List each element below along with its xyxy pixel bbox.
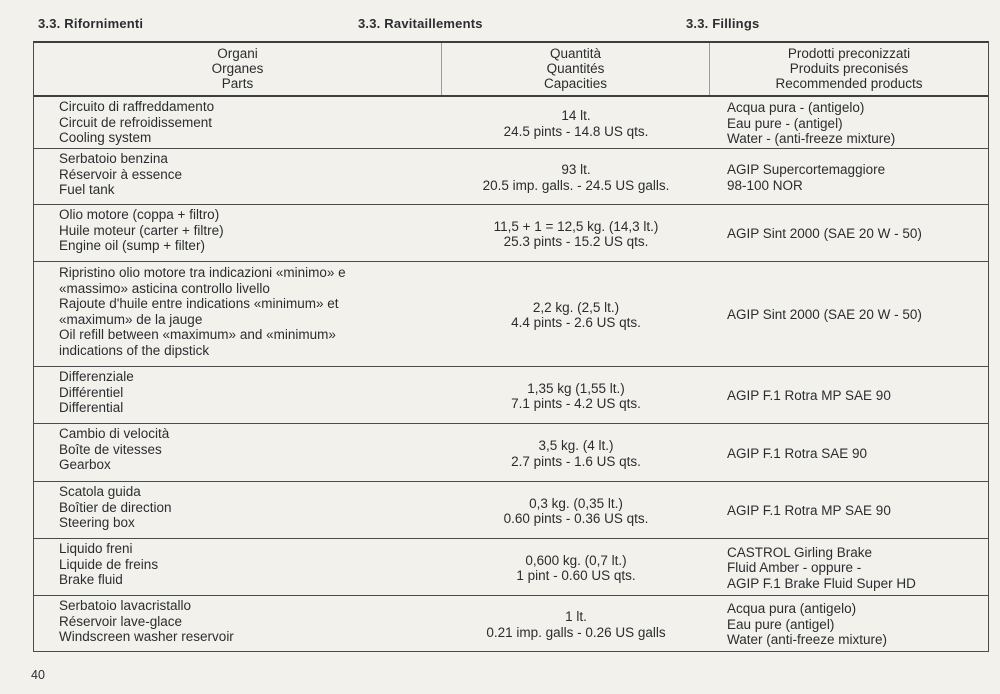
table-row xyxy=(34,262,988,367)
capacity-line: 2.7 pints - 1.6 US qts. xyxy=(511,453,641,469)
capacity-cell xyxy=(442,424,710,481)
parts-cell xyxy=(34,539,442,595)
header-products xyxy=(710,43,988,95)
capacity-line: 1 lt. xyxy=(565,609,587,624)
part-line: Boîtier de direction xyxy=(59,499,172,515)
products-cell xyxy=(710,424,988,481)
product-line: Water (anti-freeze mixture) xyxy=(727,632,888,648)
fillings-table xyxy=(33,41,989,652)
part-line: Serbatoio benzina xyxy=(59,151,168,166)
capacity-line: 24.5 pints - 14.8 US qts. xyxy=(503,123,649,139)
capacity-line: 1,35 kg (1,55 lt.) xyxy=(527,380,625,396)
part-line: Boîte de vitesses xyxy=(59,441,162,457)
part-line: «maximum» de la jauge xyxy=(59,311,203,327)
section-heading-italian: 3.3. Rifornimenti xyxy=(38,16,144,31)
products-cell xyxy=(710,539,988,595)
products-cell xyxy=(710,149,988,204)
part-line: Rajoute d'huile entre indications «minimum» et xyxy=(59,296,339,311)
capacity-line: 7.1 pints - 4.2 US qts. xyxy=(511,396,641,411)
product-line: AGIP F.1 Brake Fluid Super HD xyxy=(727,575,916,591)
table-row xyxy=(34,149,988,205)
header-capacities xyxy=(442,43,710,95)
product-line: AGIP F.1 Rotra SAE 90 xyxy=(727,445,868,461)
product-line: CASTROL Girling Brake xyxy=(727,544,873,560)
products-cell xyxy=(710,205,988,261)
part-line: Différentiel xyxy=(59,384,124,400)
capacity-cell xyxy=(442,149,710,204)
part-line: Circuito di raffreddamento xyxy=(59,99,215,114)
table-header-row xyxy=(34,43,988,97)
capacity-cell xyxy=(442,539,710,595)
capacity-line: 1 pint - 0.60 US qts. xyxy=(516,568,636,583)
capacity-line: 11,5 + 1 = 12,5 kg. (14,3 lt.) xyxy=(493,218,659,234)
table-row xyxy=(34,482,988,539)
capacity-line: 14 lt. xyxy=(561,108,591,123)
capacity-cell xyxy=(442,262,710,366)
products-cell xyxy=(710,482,988,538)
header-parts-en: Parts xyxy=(221,76,254,91)
parts-cell xyxy=(34,205,442,261)
part-line: Engine oil (sump + filter) xyxy=(59,238,205,253)
capacity-line: 3,5 kg. (4 lt.) xyxy=(538,438,614,453)
table-row xyxy=(34,424,988,482)
capacity-cell xyxy=(442,97,710,148)
products-cell xyxy=(710,367,988,423)
part-line: Olio motore (coppa + filtro) xyxy=(59,207,220,222)
product-line: AGIP Sint 2000 (SAE 20 W - 50) xyxy=(727,307,922,323)
products-cell xyxy=(710,262,988,366)
capacity-line: 2,2 kg. (2,5 lt.) xyxy=(532,299,620,315)
part-line: Huile moteur (carter + filtre) xyxy=(59,222,224,238)
part-line: Differenziale xyxy=(59,369,134,384)
products-cell xyxy=(710,596,988,651)
header-parts xyxy=(34,43,442,95)
product-line: Acqua pura - (antigelo) xyxy=(727,100,865,116)
parts-cell xyxy=(34,149,442,204)
capacity-line: 93 lt. xyxy=(561,162,591,177)
product-line: Eau pure (antigel) xyxy=(727,616,835,632)
header-capacities-it: Quantità xyxy=(549,46,602,61)
capacity-cell xyxy=(442,596,710,651)
part-line: Differential xyxy=(59,400,124,415)
capacity-line: 20.5 imp. galls. - 24.5 US galls. xyxy=(482,177,670,193)
part-line: Liquide de freins xyxy=(59,556,159,572)
header-products-en: Recommended products xyxy=(775,76,923,91)
part-line: Ripristino olio motore tra indicazioni «minimo» e xyxy=(59,265,346,280)
part-line: Liquido freni xyxy=(59,541,133,556)
header-capacities-en: Capacities xyxy=(543,76,608,91)
product-line: Water - (anti-freeze mixture) xyxy=(727,131,896,147)
product-line: AGIP Sint 2000 (SAE 20 W - 50) xyxy=(727,226,922,242)
parts-cell xyxy=(34,482,442,538)
parts-cell xyxy=(34,596,442,651)
table-row xyxy=(34,97,988,149)
capacity-line: 0,3 kg. (0,35 lt.) xyxy=(529,495,623,511)
capacity-line: 0.21 imp. galls - 0.26 US galls xyxy=(486,624,666,640)
parts-cell xyxy=(34,424,442,481)
part-line: Steering box xyxy=(59,515,135,530)
header-parts-fr: Organes xyxy=(211,61,264,76)
part-line: «massimo» asticina controllo livello xyxy=(59,280,270,296)
part-line: Windscreen washer reservoir xyxy=(59,629,234,644)
part-line: Scatola guida xyxy=(59,484,141,499)
capacity-line: 0,600 kg. (0,7 lt.) xyxy=(525,552,627,568)
products-cell xyxy=(710,97,988,148)
product-line: Fluid Amber - oppure - xyxy=(727,560,862,576)
page-number: 40 xyxy=(31,668,45,682)
table-row xyxy=(34,539,988,596)
capacity-cell xyxy=(442,205,710,261)
part-line: Serbatoio lavacristallo xyxy=(59,598,192,613)
part-line: Réservoir lave-glace xyxy=(59,613,183,629)
product-line: Eau pure - (antigel) xyxy=(727,115,843,131)
product-line: AGIP F.1 Rotra MP SAE 90 xyxy=(727,503,891,519)
part-line: Fuel tank xyxy=(59,182,115,197)
part-line: Oil refill between «maximum» and «minimum» xyxy=(59,327,336,342)
table-row xyxy=(34,205,988,262)
section-heading-english: 3.3. Fillings xyxy=(686,16,760,31)
capacity-line: 0.60 pints - 0.36 US qts. xyxy=(503,511,649,526)
parts-cell xyxy=(34,262,442,366)
capacity-line: 25.3 pints - 15.2 US qts. xyxy=(503,234,649,249)
section-heading-french: 3.3. Ravitaillements xyxy=(358,16,483,31)
product-line: 98-100 NOR xyxy=(727,177,803,193)
product-line: AGIP Supercortemaggiore xyxy=(727,162,886,177)
table-row xyxy=(34,596,988,651)
part-line: Circuit de refroidissement xyxy=(59,114,213,130)
table-row xyxy=(34,367,988,424)
part-line: Cooling system xyxy=(59,130,152,145)
header-products-fr: Produits preconisés xyxy=(789,61,909,76)
part-line: indications of the dipstick xyxy=(59,342,210,358)
capacity-cell xyxy=(442,482,710,538)
header-products-it: Prodotti preconizzati xyxy=(787,46,911,61)
part-line: Brake fluid xyxy=(59,572,123,587)
parts-cell xyxy=(34,367,442,423)
capacity-cell xyxy=(442,367,710,423)
header-parts-it: Organi xyxy=(217,46,258,61)
parts-cell xyxy=(34,97,442,148)
header-capacities-fr: Quantités xyxy=(546,61,605,76)
part-line: Gearbox xyxy=(59,457,111,472)
product-line: AGIP F.1 Rotra MP SAE 90 xyxy=(727,388,891,404)
part-line: Réservoir à essence xyxy=(59,166,183,182)
capacity-line: 4.4 pints - 2.6 US qts. xyxy=(511,315,641,330)
product-line: Acqua pura (antigelo) xyxy=(727,601,857,617)
part-line: Cambio di velocità xyxy=(59,426,170,441)
